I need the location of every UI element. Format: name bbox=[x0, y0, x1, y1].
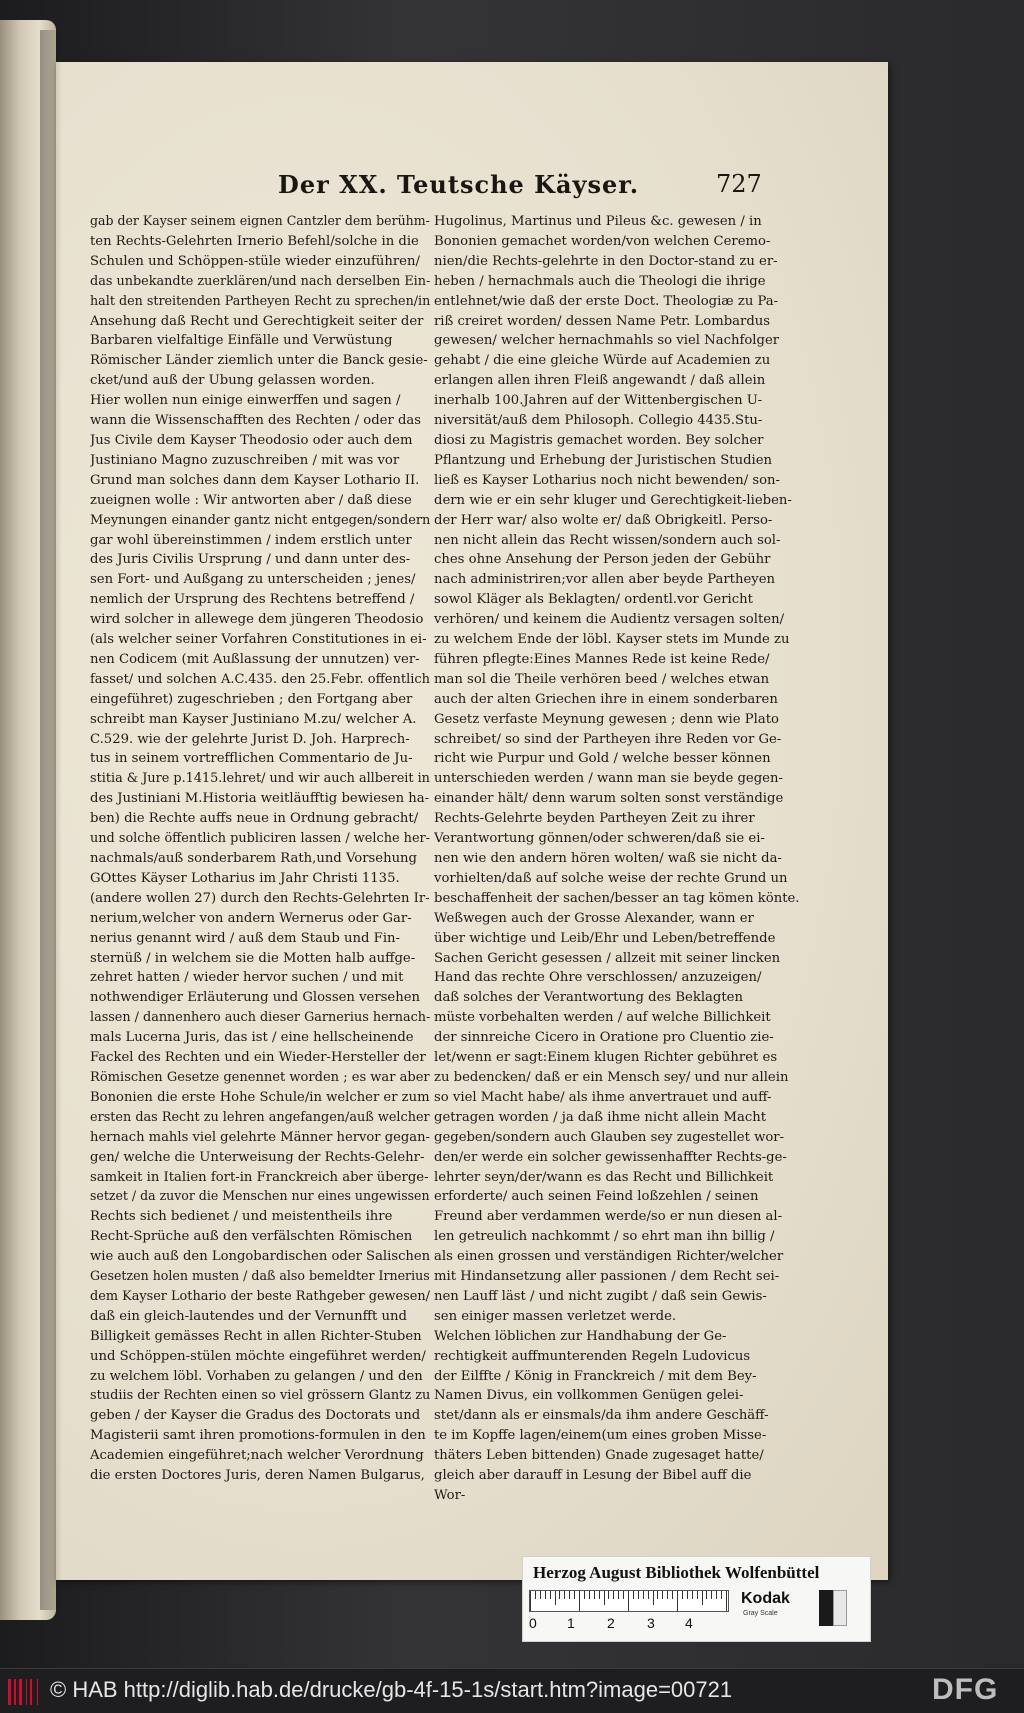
page-number: 727 bbox=[716, 170, 762, 198]
ruler-label: 3 bbox=[647, 1615, 655, 1631]
text-line: Pflantzung und Erhebung der Juristischen Studien bbox=[434, 452, 773, 468]
text-line: GOttes Käyser Lotharius im Jahr Christi 1135. bbox=[90, 870, 400, 886]
text-line: führen pflegte:Eines Mannes Rede ist keine Rede/ bbox=[434, 651, 770, 667]
ruler-tick bbox=[608, 1591, 609, 1599]
text-line: Hand das rechte Ohre verschlossen/ anzuzeigen/ bbox=[434, 970, 762, 986]
ruler-tick bbox=[653, 1591, 654, 1605]
ruler-tick bbox=[662, 1591, 663, 1599]
scale-ruler bbox=[529, 1590, 729, 1612]
text-line: der Herr war/ also wolte er/ daß Obrigkeitl. Perso- bbox=[434, 512, 773, 528]
text-line: nen wie den andern hören wolten/ waß sie nicht da- bbox=[434, 851, 782, 866]
ruler-tick bbox=[672, 1591, 673, 1599]
ruler-label: 2 bbox=[607, 1615, 615, 1631]
text-line: getragen worden / ja daß ihme nicht allein Macht bbox=[434, 1109, 767, 1125]
text-line: daß solches der Verantwortung des Beklagten bbox=[434, 990, 743, 1006]
text-line: te im Kopffe lagen/einem(um eines groben Misse- bbox=[434, 1428, 767, 1444]
barcode-bar bbox=[26, 1679, 27, 1705]
ruler-tick bbox=[604, 1591, 605, 1605]
text-line: nach administriren;vor allen aber beyde Partheyen bbox=[434, 572, 776, 588]
text-line: als einen grossen und verständigen Richter/welcher bbox=[434, 1249, 784, 1265]
text-line: Recht-Sprüche auß den verfälschten Römischen bbox=[90, 1229, 413, 1245]
ruler-labels bbox=[529, 1615, 729, 1635]
barcode-bar bbox=[8, 1679, 11, 1705]
text-line: Römischen Gesetze genennet worden ; es war aber bbox=[90, 1069, 430, 1085]
ruler-tick bbox=[545, 1591, 546, 1599]
text-line: len getreulich nachkommt / so ehrt man ihn billig / bbox=[434, 1229, 775, 1245]
text-line: samkeit in Italien fort-in Franckreich aber überge- bbox=[90, 1169, 429, 1185]
text-line: dern wie er ein sehr kluger und Gerechtigkeit-lieben- bbox=[434, 492, 792, 508]
text-line: zu welchem löbl. Vorhaben zu gelangen / und den bbox=[90, 1368, 423, 1384]
text-line: den/er werde ein solcher gewissenhaffter Rechts-ge- bbox=[434, 1149, 787, 1165]
text-line: Sachen Gericht gesessen / allzeit mit seiner lincken bbox=[434, 950, 781, 966]
ruler-tick bbox=[702, 1591, 703, 1605]
barcode-bar bbox=[19, 1679, 22, 1705]
text-line: (als welcher seiner Vorfahren Constitutiones in ei- bbox=[90, 632, 427, 648]
ruler-tick bbox=[613, 1591, 614, 1599]
ruler-tick bbox=[589, 1591, 590, 1599]
barcode-bar bbox=[30, 1679, 32, 1705]
text-line: Grund man solches dann dem Kayser Lothario II. bbox=[90, 472, 420, 488]
ruler-label: 4 bbox=[685, 1615, 693, 1631]
text-line: erlangen allen ihren Fleiß angewandt / daß allein bbox=[434, 373, 766, 389]
text-line: wann die Wissenschafften des Rechten / oder das bbox=[90, 413, 422, 429]
ruler-tick bbox=[618, 1591, 619, 1599]
text-line: schreibt man Kayser Justiniano M.zu/ welcher A. bbox=[90, 711, 417, 727]
text-line: die ersten Doctores Juris, deren Namen Bulgarus, bbox=[90, 1468, 425, 1484]
text-line: richt wie Purpur und Gold / welche besser können bbox=[434, 751, 771, 767]
ruler-tick bbox=[550, 1591, 551, 1599]
text-line: studiis der Rechten einen so viel grössern Glantz zu bbox=[90, 1388, 431, 1404]
text-line: zehret hatten / wieder hervor suchen / und mit bbox=[90, 970, 404, 986]
ruler-tick bbox=[638, 1591, 639, 1599]
text-line: lehrter seyn/der/wann es das Recht und Billichkeit bbox=[434, 1169, 774, 1185]
ruler-tick bbox=[555, 1591, 556, 1605]
scan-reference-card bbox=[522, 1556, 871, 1642]
ruler-tick bbox=[726, 1591, 727, 1611]
text-line: Hier wollen nun einige einwerffen und sagen / bbox=[90, 393, 401, 409]
text-line: Ansehung daß Recht und Gerechtigkeit seiter der bbox=[90, 313, 424, 329]
text-line: stet/dann als er einsmals/da ihm andere Geschäff- bbox=[434, 1408, 769, 1424]
text-line: C.529. wie der gelehrte Jurist D. Joh. Harprech- bbox=[90, 731, 410, 747]
ruler-tick bbox=[633, 1591, 634, 1599]
text-line: stitia & Jure p.1415.lehret/ und wir auch allbereit in bbox=[90, 771, 430, 787]
ruler-tick bbox=[667, 1591, 668, 1599]
text-line: beschaffenheit der sachen/besser an tag kömen könte. bbox=[434, 890, 800, 906]
text-line: hernach mahls viel gelehrte Männer hervor gegan- bbox=[90, 1129, 430, 1145]
text-line: vorhielten/daß auf solche weise der rechte Grund un bbox=[434, 870, 788, 886]
text-line: nachmals/auß sonderbarem Rath,und Vorsehung bbox=[90, 851, 417, 866]
library-name: Herzog August Bibliothek Wolfenbüttel bbox=[533, 1563, 820, 1582]
text-line: daß ein gleich-lautendes und der Vernunfft und bbox=[90, 1308, 407, 1324]
text-line: so viel Macht habe/ als ihme anvertrauet und auff- bbox=[434, 1089, 772, 1105]
text-line: Rechts sich bedienet / und meistentheils ihre bbox=[90, 1209, 393, 1225]
text-line: eingeführet) zugeschrieben ; den Fortgang aber bbox=[90, 691, 413, 707]
ruler-label: 1 bbox=[567, 1615, 575, 1631]
text-line: sen Fort- und Außgang zu unterscheiden ; jenes/ bbox=[90, 572, 416, 588]
text-line: nen Lauff läst / und nicht zugibt / daß sein Gewis- bbox=[434, 1288, 767, 1304]
text-line: verhören/ und keinem die Audientz versagen solten/ bbox=[434, 612, 785, 628]
viewer-footer bbox=[0, 1668, 1024, 1713]
ruler-tick bbox=[579, 1591, 580, 1611]
ruler-label: 0 bbox=[529, 1615, 537, 1631]
text-line: Römischer Länder ziemlich unter die Banck gesie- bbox=[90, 353, 428, 369]
text-line: mit Hindansetzung aller passionen / dem Recht sei- bbox=[434, 1269, 780, 1285]
barcode-bar bbox=[37, 1679, 38, 1705]
ruler-tick bbox=[540, 1591, 541, 1599]
text-line: gleich aber darauff in Lesung der Bibel auff die bbox=[434, 1468, 752, 1484]
text-line: ten Rechts-Gelehrten Irnerio Befehl/solche in die bbox=[90, 233, 419, 249]
text-line: Barbaren vielfaltige Einfälle und Verwüstung bbox=[90, 333, 393, 349]
text-line: nen Codicem (mit Außlassung der unnutzen) ver- bbox=[90, 651, 420, 667]
text-line: über wichtige und Leib/Ehr und Leben/betreffende bbox=[434, 930, 776, 946]
text-line: thäters Leben bittenden) Gnade zugesaget hatte/ bbox=[434, 1448, 764, 1464]
text-line: zueignen wolle : Wir antworten aber / daß diese bbox=[90, 492, 412, 508]
text-line: erforderte/ auch seinen Feind loßzehlen / seinen bbox=[434, 1189, 759, 1205]
text-line: Meynungen einander gantz nicht entgegen/sondern bbox=[90, 512, 431, 528]
text-line: Billigkeit gemässes Recht in allen Richter-Stuben bbox=[90, 1328, 422, 1344]
text-line: zu bedencken/ daß er ein Mensch sey/ und nur allein bbox=[434, 1069, 789, 1085]
text-line: Jus Civile dem Kayser Theodosio oder auch dem bbox=[90, 432, 413, 448]
text-line: und Schöppen-stülen möchte eingeführet werden/ bbox=[90, 1348, 426, 1364]
gray-patch-dark bbox=[819, 1590, 833, 1626]
text-line: Rechts-Gelehrte beyden Partheyen Zeit zu ihrer bbox=[434, 811, 755, 827]
ruler-tick bbox=[697, 1591, 698, 1599]
ruler-tick bbox=[648, 1591, 649, 1599]
permalink-link[interactable]: © HAB http://diglib.hab.de/drucke/gb-4f-15-1s/start.htm?image=00721 bbox=[50, 1677, 733, 1702]
text-line: das unbekandte zuerklären/und nach derselben Ein- bbox=[90, 273, 431, 289]
spine-shadow bbox=[40, 30, 62, 1610]
text-line: mals Lucerna Juris, das ist / eine hellscheinende bbox=[90, 1030, 414, 1046]
ruler-tick bbox=[677, 1591, 678, 1611]
text-line: wie auch auß den Longobardischen oder Salischen bbox=[90, 1249, 431, 1265]
ruler-tick bbox=[711, 1591, 712, 1599]
ruler-tick bbox=[599, 1591, 600, 1599]
text-line: gegeben/sondern auch Glauben sey zugestellet wor- bbox=[434, 1129, 785, 1145]
text-line: ließ es Kayser Lotharius noch nicht bewenden/ son- bbox=[434, 472, 781, 488]
kodak-gray-scale bbox=[735, 1590, 865, 1638]
text-line: schreibet/ so sind der Partheyen ihre Reden vor Ge- bbox=[434, 731, 782, 747]
book-page bbox=[56, 62, 888, 1580]
gray-patch-light bbox=[833, 1590, 847, 1626]
text-line: nerium,welcher von andern Wernerus oder Gar- bbox=[90, 910, 412, 926]
gray-scale-label: Gray Scale bbox=[743, 1610, 778, 1617]
text-line: wird solcher in allewege dem jüngeren Theodosio bbox=[90, 612, 424, 628]
text-line: sowol Kläger als Beklagten/ ordentl.vor Gericht bbox=[434, 592, 753, 608]
text-line: nien/die Rechts-gelehrte in den Doctor-stand zu er- bbox=[434, 253, 778, 269]
dfg-logo: DFG bbox=[932, 1673, 999, 1706]
text-line: zu welchem Ende der löbl. Kayser stets im Munde zu bbox=[434, 632, 790, 648]
text-line: und solche öffentlich publiciren lassen / welche her- bbox=[90, 831, 431, 847]
text-line: let/wenn er sagt:Einem klugen Richter gebühret es bbox=[434, 1050, 778, 1066]
ruler-tick bbox=[682, 1591, 683, 1599]
ruler-tick bbox=[687, 1591, 688, 1599]
text-line: niversität/auß dem Philosoph. Collegio 4435.Stu- bbox=[434, 413, 763, 429]
text-line: Bononien gemachet worden/von welchen Ceremo- bbox=[434, 233, 771, 249]
text-line: riß creiret worden/ dessen Name Petr. Lombardus bbox=[434, 313, 771, 329]
text-line: Gesetzen holen musten / daß also bemeldter Irnerius bbox=[90, 1269, 430, 1285]
ruler-tick bbox=[706, 1591, 707, 1599]
ruler-tick bbox=[643, 1591, 644, 1599]
text-line: Verantwortung gönnen/oder schweren/daß sie ei- bbox=[434, 831, 765, 847]
text-column-right bbox=[434, 212, 824, 1506]
ruler-tick bbox=[657, 1591, 658, 1599]
text-line: müste vorbehalten werden / auf welche Billichkeit bbox=[434, 1010, 771, 1026]
text-line: heben / hernachmals auch die Theologi die ihrige bbox=[434, 273, 766, 289]
text-line: Welchen löblichen zur Handhabung der Ge- bbox=[434, 1328, 727, 1344]
ruler-tick bbox=[594, 1591, 595, 1599]
ruler-tick bbox=[530, 1591, 531, 1611]
ruler-tick bbox=[569, 1591, 570, 1599]
text-line: Gesetz verfaste Meynung gewesen ; denn wie Plato bbox=[434, 711, 779, 727]
text-line: Academien eingeführet;nach welcher Verordnung bbox=[90, 1448, 424, 1464]
text-line: gar wohl übereinstimmen / indem erstlich unter bbox=[90, 532, 412, 548]
text-line: Weßwegen auch der Grosse Alexander, wann er bbox=[434, 910, 754, 926]
ruler-tick bbox=[574, 1591, 575, 1599]
ruler-tick bbox=[584, 1591, 585, 1599]
text-line: geben / der Kayser die Gradus des Doctorats und bbox=[90, 1408, 421, 1424]
kodak-logo: Kodak bbox=[741, 1590, 790, 1607]
text-line: auch der alten Griechen ihre in einem sonderbaren bbox=[434, 691, 778, 707]
text-line: Schulen und Schöppen-stüle wieder einzuführen/ bbox=[90, 253, 420, 269]
text-line: fasset/ und solchen A.C.435. den 25.Febr. offentlich bbox=[90, 671, 431, 687]
text-line: ben) die Rechte auffs neue in Ordnung gebracht/ bbox=[90, 811, 419, 827]
text-line: gab der Kayser seinem eignen Cantzler dem berühm- bbox=[90, 214, 430, 229]
text-line: Freund aber verdammen werde/so er nun diesen al- bbox=[434, 1209, 783, 1225]
page-header: Der XX. Teutsche Käyser. bbox=[278, 170, 640, 199]
text-line: gen/ welche die Unterweisung der Rechts-Gelehr- bbox=[90, 1149, 425, 1165]
text-line: Magisterii samt ihren promotions-formulen in den bbox=[90, 1428, 426, 1444]
ruler-tick bbox=[716, 1591, 717, 1599]
text-line: sen einiger massen verletzet werde. bbox=[434, 1308, 677, 1324]
text-line: man sol die Theile verhören beed / welches etwan bbox=[434, 671, 770, 687]
barcode-bar bbox=[14, 1679, 16, 1705]
ruler-tick bbox=[628, 1591, 629, 1611]
text-line: Namen Divus, ein vollkommen Genügen gelei- bbox=[434, 1388, 744, 1404]
text-line: lassen / dannenhero auch dieser Garnerius hernach- bbox=[90, 1010, 431, 1026]
running-head bbox=[56, 170, 888, 210]
text-line: sternüß / in welchem sie die Motten halb auffge- bbox=[90, 950, 416, 966]
text-line: ches ohne Ansehung der Person jeden der Gebühr bbox=[434, 552, 771, 568]
text-line: Bononien die erste Hohe Schule/in welcher er zum bbox=[90, 1089, 430, 1105]
text-line: Fackel des Rechten und ein Wieder-Hersteller der bbox=[90, 1050, 426, 1066]
text-line: nothwendiger Erläuterung und Glossen versehen bbox=[90, 990, 421, 1006]
text-line: cket/und auß der Ubung gelassen worden. bbox=[90, 373, 375, 389]
text-line: setzet / da zuvor die Menschen nur eines ungewissen bbox=[90, 1189, 430, 1205]
text-line: unterschieden werden / wann man sie beyde gegen- bbox=[434, 771, 783, 787]
text-line: diosi zu Magistris gemachet worden. Bey solcher bbox=[434, 432, 764, 448]
text-line: nemlich der Ursprung des Rechtens betreffend / bbox=[90, 592, 415, 608]
text-line: inerhalb 100.Jahren auf der Wittenbergischen U- bbox=[434, 393, 763, 409]
text-column-left bbox=[90, 212, 430, 1486]
text-line: der Eilffte / König in Franckreich / mit dem Bey- bbox=[434, 1368, 757, 1384]
text-line: entlehnet/wie daß der erste Doct. Theologiæ zu Pa- bbox=[434, 293, 779, 309]
text-line: halt den streitenden Partheyen Recht zu sprechen/in bbox=[90, 293, 431, 309]
text-line: Justiniano Magno zuzuschreiben / mit was vor bbox=[90, 452, 400, 468]
ruler-tick bbox=[623, 1591, 624, 1599]
text-line: (andere wollen 27) durch den Rechts-Gelehrten Ir- bbox=[90, 890, 430, 906]
ruler-tick bbox=[692, 1591, 693, 1599]
text-line: der sinnreiche Cicero in Oratione pro Cluentio zie- bbox=[434, 1030, 774, 1046]
barcode-icon bbox=[8, 1679, 42, 1705]
text-line: gewesen/ welcher hernachmahls so viel Nachfolger bbox=[434, 333, 780, 349]
text-line: einander hält/ denn warum solten sonst verständige bbox=[434, 791, 784, 807]
text-line: gehabt / die eine gleiche Würde auf Academien zu bbox=[434, 353, 771, 369]
text-line: nen nicht allein das Recht wissen/sondern auch sol- bbox=[434, 532, 781, 548]
text-line: dem Kayser Lothario der beste Rathgeber gewesen/ bbox=[90, 1288, 430, 1304]
text-line: des Justiniani M.Historia weitläufftig bewiesen ha- bbox=[90, 791, 430, 807]
text-line: rechtigkeit auffmunterenden Regeln Ludovicus bbox=[434, 1348, 751, 1364]
text-line: nerius genannt wird / auß dem Staub und Fin- bbox=[90, 930, 400, 946]
ruler-tick bbox=[559, 1591, 560, 1599]
text-line: ersten das Recht zu lehren angefangen/auß welcher bbox=[90, 1109, 430, 1125]
ruler-tick bbox=[535, 1591, 536, 1599]
text-line: des Juris Civilis Ursprung / und dann unter des- bbox=[90, 552, 411, 568]
text-line: Wor- bbox=[434, 1488, 466, 1503]
text-line: tus in seinem vortrefflichen Commentario de Ju- bbox=[90, 751, 413, 767]
ruler-tick bbox=[564, 1591, 565, 1599]
text-line: Hugolinus, Martinus und Pileus &c. gewesen / in bbox=[434, 214, 762, 229]
ruler-tick bbox=[721, 1591, 722, 1599]
